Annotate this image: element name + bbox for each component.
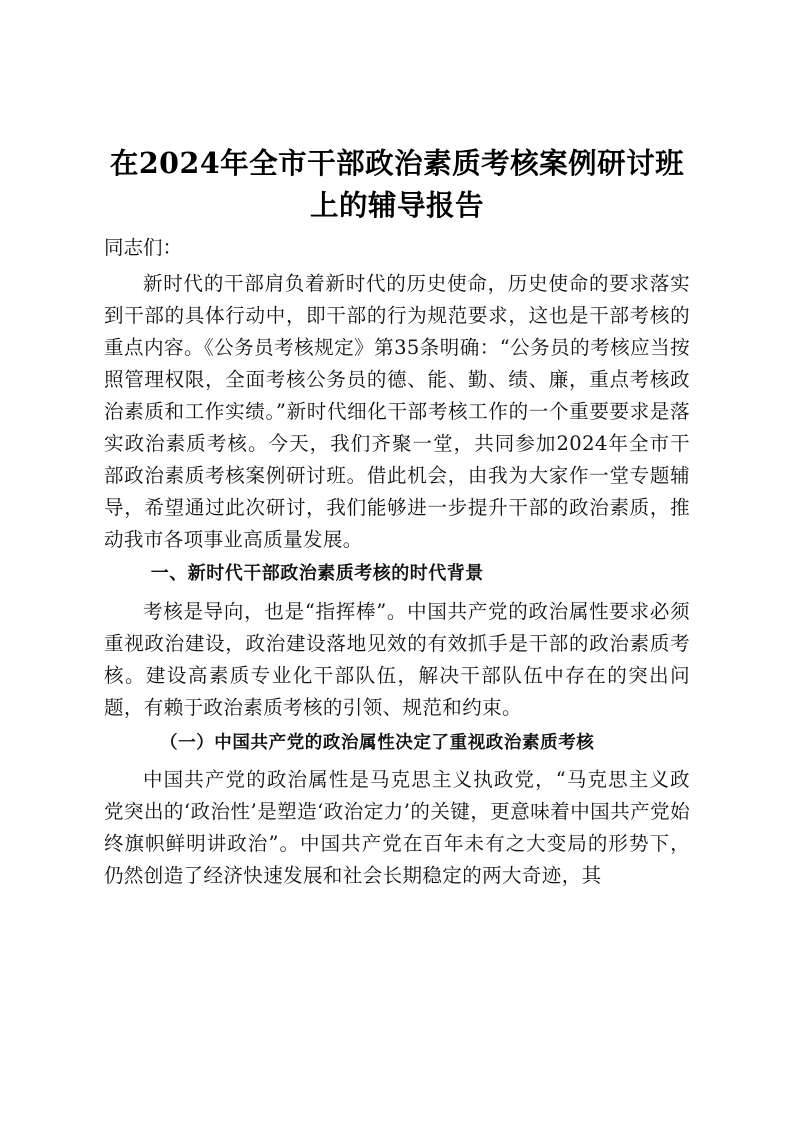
document-title [104,142,690,226]
title-line-1: 在2024年全市干部政治素质考核案例研讨班 [109,146,685,180]
document-page [104,142,690,892]
title-line-2: 上的辅导报告 [309,188,484,222]
salutation: 同志们： [104,236,183,259]
subsection-1-paragraph: 中国共产党的政治属性是马克思主义执政党，“马克思主义政党突出的‘政治性’是塑造‘政治定力’的关键，更意味着中国共产党始终旗帜鲜明讲政治”。中国共产党在百年未有之大变局的形势下，仍然创造了经济快速发展和社会长期稳定的两大奇迹，其 [104,768,690,887]
section-1-heading: 一、新时代干部政治素质考核的时代背景 [150,563,484,584]
intro-paragraph: 新时代的干部肩负着新时代的历史使命，历史使命的要求落实到干部的具体行动中，即干部的行为规范要求，这也是干部考核的重点内容。《公务员考核规定》第35条明确：“公务员的考核应当按照管理权限，全面考核公务员的德、能、勤、绩、廉，重点考核政治素质和工作实绩。”新时代细化干部考核工作的一个重要要求是落实政治素质考核。今天，我们齐聚一堂，共同参加2024年全市干部政治素质考核案例研讨班。借此机会，由我为大家作一堂专题辅导，希望通过此次研讨，我们能够进一步提升干部的政治素质，推动我市各项事业高质量发展。 [104,272,690,551]
subsection-1-heading: （一）中国共产党的政治属性决定了重视政治素质考核 [160,733,595,753]
section-1-paragraph: 考核是导向，也是“指挥棒”。中国共产党的政治属性要求必须重视政治建设，政治建设落地见效的有效抓手是干部的政治素质考核。建设高素质专业化干部队伍，解决干部队伍中存在的突出问题，有赖于政治素质考核的引领、规范和约束。 [104,600,690,719]
